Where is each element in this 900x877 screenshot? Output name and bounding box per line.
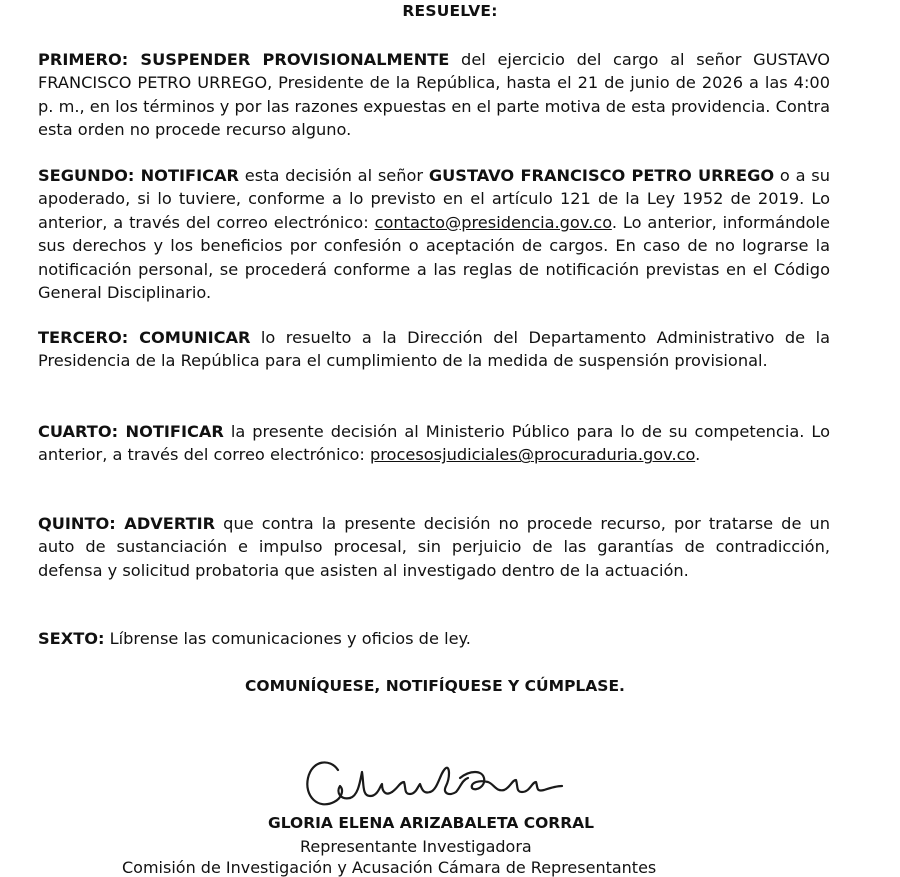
paragraph-primero — [38, 48, 830, 142]
tercero-text: lo resuelto a la Dirección del Departamento Administrativo de la Presidencia de la República para el cumplimiento de la medida de suspensión provisional. — [38, 328, 830, 371]
cuarto-text: la presente decisión al Ministerio Público para lo de su competencia. Lo anterior, a través del correo electrónico: — [38, 422, 830, 465]
signer-role: Representante Investigadora — [300, 837, 532, 856]
quinto-lead: QUINTO: ADVERTIR — [38, 514, 216, 533]
closing-formula: COMUNÍQUESE, NOTIFÍQUESE Y CÚMPLASE. — [245, 677, 625, 695]
resolution-heading: RESUELVE: — [402, 2, 498, 20]
sexto-lead: SEXTO: — [38, 629, 105, 648]
procuraduria-email-link[interactable]: procesosjudiciales@procuraduria.gov.co — [369, 445, 696, 465]
tercero-lead: TERCERO: COMUNICAR — [38, 328, 251, 347]
quinto-text: que contra la presente decisión no procede recurso, por tratarse de un auto de sustanciación e impulso procesal, sin perjuicio de las garantías de contradicción, defensa y solicitud probatoria que asisten al investigado dentro de la actuación. — [38, 514, 830, 580]
segundo-lead: SEGUNDO: NOTIFICAR — [38, 166, 239, 185]
paragraph-sexto — [38, 627, 830, 650]
segundo-text-b: o a su apoderado, si lo tuviere, conforme a lo previsto en el artículo 121 de la Ley 1952 de 2019. Lo anterior, a través del correo electrónico: — [38, 166, 830, 232]
signer-organization: Comisión de Investigación y Acusación Cámara de Representantes — [122, 858, 657, 877]
presidencia-email-link[interactable]: contacto@presidencia.gov.co — [374, 212, 612, 232]
cuarto-end: . — [695, 445, 701, 465]
paragraph-quinto — [38, 512, 830, 582]
segundo-name: GUSTAVO FRANCISCO PETRO URREGO — [428, 166, 775, 185]
cuarto-lead: CUARTO: NOTIFICAR — [38, 422, 224, 441]
primero-text: del ejercicio del cargo al señor GUSTAVO FRANCISCO PETRO URREGO, Presidente de la República, hasta el 21 de junio de 2026 a las 4:00 p. m., en los términos y por las razones expuestas en el parte motiva de esta providencia. Contra esta orden no procede recurso alguno. — [38, 50, 830, 140]
primero-lead: PRIMERO: SUSPENDER PROVISIONALMENTE — [38, 50, 450, 69]
segundo-text-a: esta decisión al señor — [238, 166, 429, 185]
paragraph-tercero — [38, 326, 830, 373]
segundo-text-c: . Lo anterior, informándole sus derechos y los beneficios por confesión o aceptación de cargos. En caso de no lograrse la notificación personal, se procederá conforme a las reglas de notificación previstas en el Código General Disciplinario. — [38, 212, 830, 303]
paragraph-segundo — [38, 164, 830, 304]
sexto-text: Líbrense las comunicaciones y oficios de ley. — [104, 629, 471, 648]
paragraph-cuarto — [38, 420, 830, 467]
signer-name: GLORIA ELENA ARIZABALETA CORRAL — [268, 814, 594, 832]
